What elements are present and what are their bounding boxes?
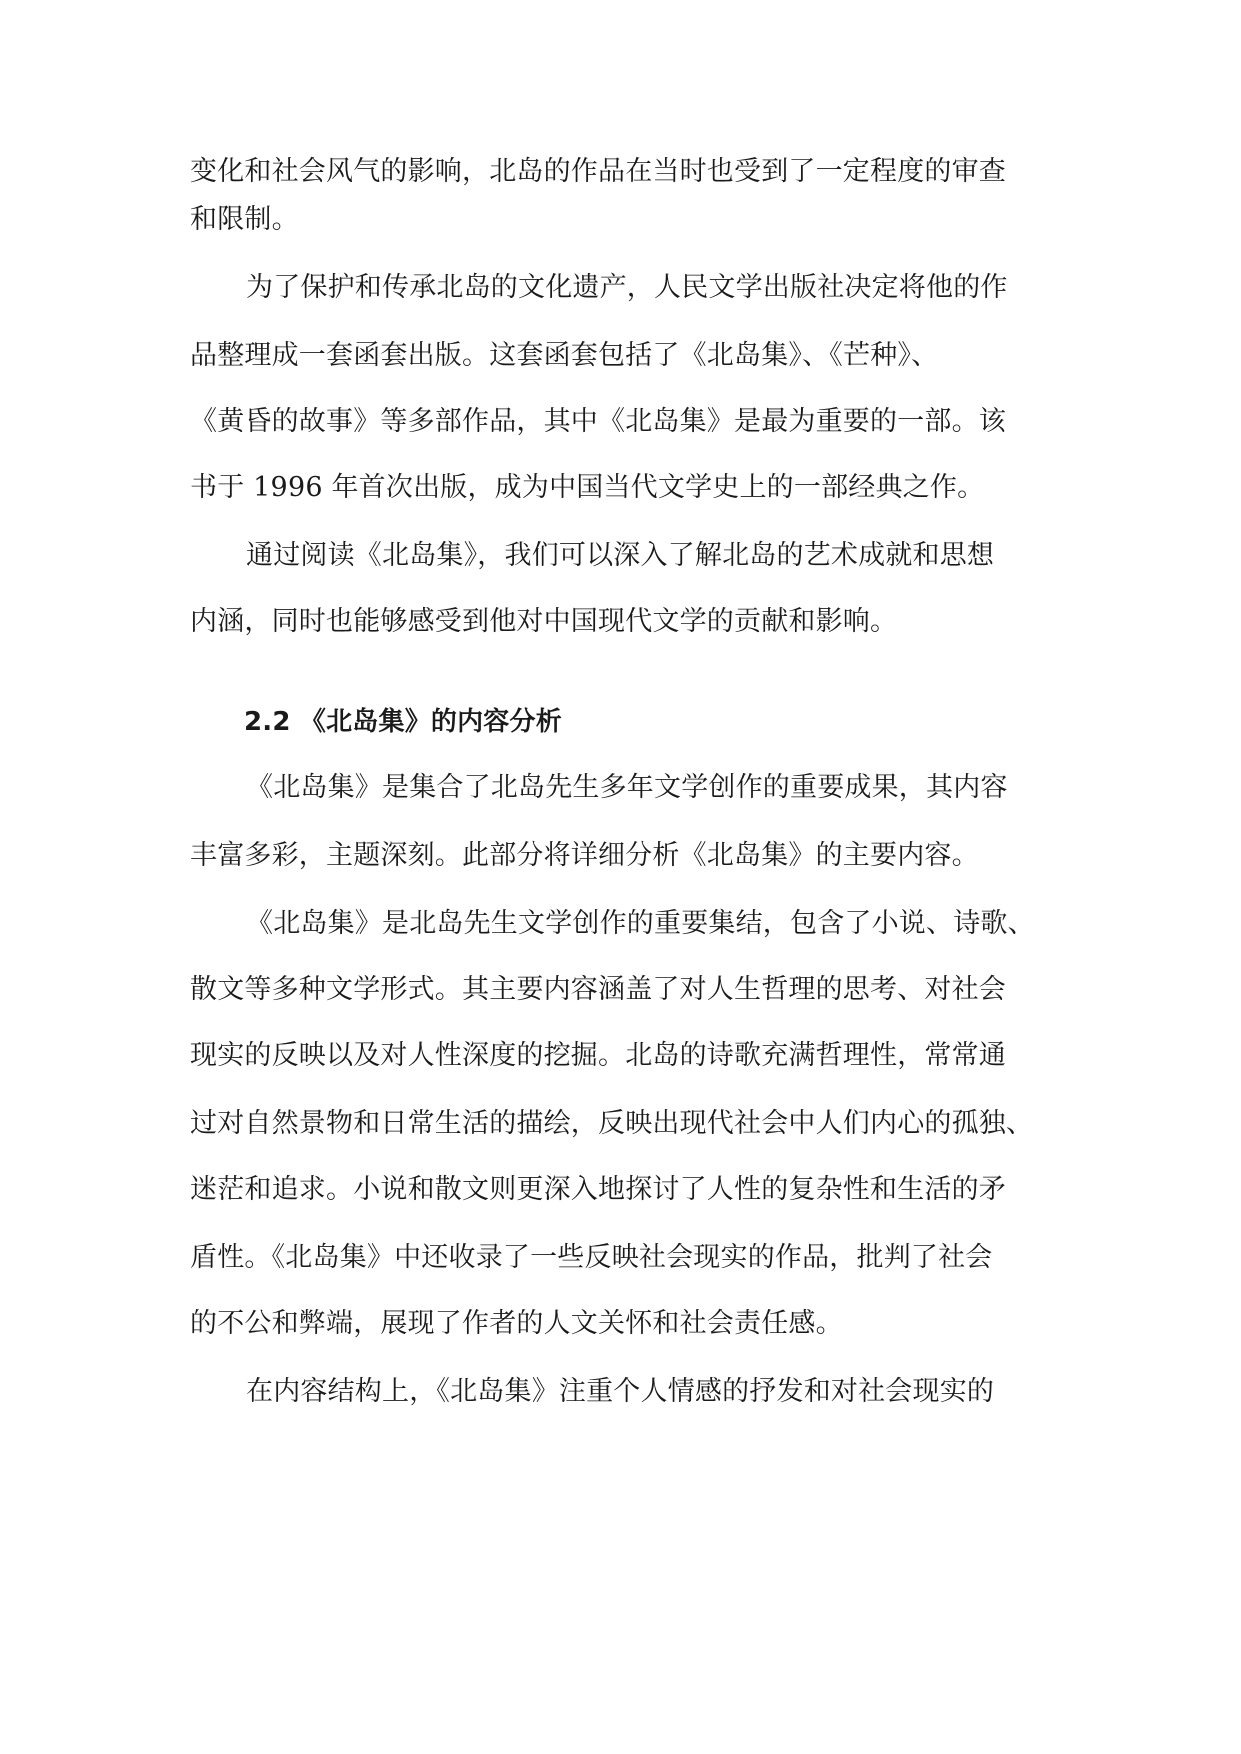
paragraph-5-line-7: 的不公和弊端，展现了作者的人文关怀和社会责任感。 (190, 1308, 843, 1339)
paragraph-5-line-1: 《北岛集》是北岛先生文学创作的重要集结，包含了小说、诗歌、 (246, 908, 1035, 939)
paragraph-5-line-2: 散文等多种文学形式。其主要内容涵盖了对人生哲理的思考、对社会 (190, 974, 1006, 1005)
paragraph-5-line-4: 过对自然景物和日常生活的描绘，反映出现代社会中人们内心的孤独、 (190, 1108, 1034, 1139)
paragraph-2-line-3: 《黄昏的故事》等多部作品，其中《北岛集》是最为重要的一部。该 (190, 406, 1006, 437)
paragraph-2-line-1: 为了保护和传承北岛的文化遗产，人民文学出版社决定将他的作 (246, 272, 1008, 303)
paragraph-5-line-6: 盾性。《北岛集》中还收录了一些反映社会现实的作品，批判了社会 (190, 1242, 993, 1273)
paragraph-1-line-2: 和限制。 (190, 204, 299, 235)
paragraph-2-line-2: 品整理成一套函套出版。这套函套包括了《北岛集》、《芒种》、 (190, 340, 939, 371)
paragraph-5-line-3: 现实的反映以及对人性深度的挖掘。北岛的诗歌充满哲理性，常常通 (190, 1040, 1006, 1071)
paragraph-4-line-2: 丰富多彩，主题深刻。此部分将详细分析《北岛集》的主要内容。 (190, 840, 979, 871)
section-heading: 2.2 《北岛集》的内容分析 (244, 707, 562, 737)
paragraph-6-line-1: 在内容结构上，《北岛集》注重个人情感的抒发和对社会现实的 (246, 1376, 995, 1407)
paragraph-5-line-5: 迷茫和追求。小说和散文则更深入地探讨了人性的复杂性和生活的矛 (190, 1174, 1006, 1205)
paragraph-2-line-4: 书于 1996 年首次出版，成为中国当代文学史上的一部经典之作。 (190, 472, 985, 503)
paragraph-4-line-1: 《北岛集》是集合了北岛先生多年文学创作的重要成果，其内容 (246, 772, 1008, 803)
paragraph-1-line-1: 变化和社会风气的影响，北岛的作品在当时也受到了一定程度的审查 (190, 156, 1006, 187)
paragraph-3-line-1: 通过阅读《北岛集》，我们可以深入了解北岛的艺术成就和思想 (246, 540, 995, 571)
paragraph-3-line-2: 内涵，同时也能够感受到他对中国现代文学的贡献和影响。 (190, 606, 898, 637)
